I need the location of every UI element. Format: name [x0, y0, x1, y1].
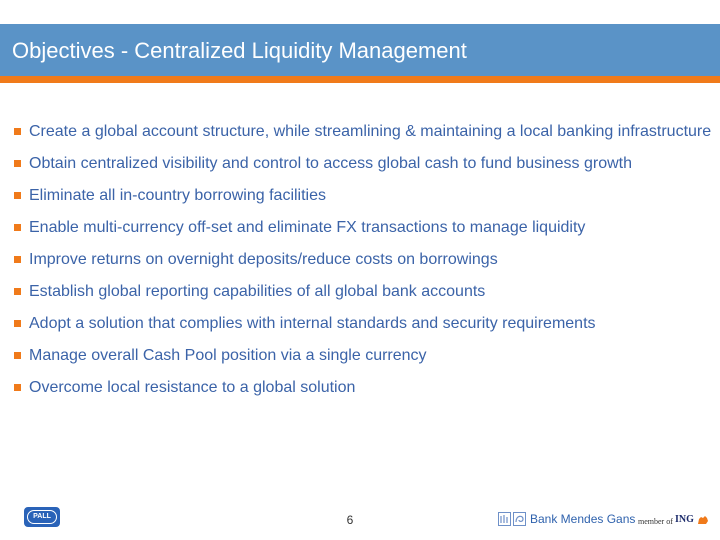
bullet-text: Enable multi-currency off-set and eliminate FX transactions to manage liquidity — [29, 219, 586, 236]
title-underline — [0, 76, 720, 83]
title-bar — [0, 24, 720, 76]
orange-square-bullet-icon — [14, 128, 21, 135]
bullet-text: Manage overall Cash Pool position via a single currency — [29, 347, 427, 364]
orange-square-bullet-icon — [14, 192, 21, 199]
slide-title: Objectives - Centralized Liquidity Management — [12, 38, 467, 63]
bullet-item — [14, 212, 714, 244]
bullet-text: Establish global reporting capabilities of all global bank accounts — [29, 283, 486, 300]
pall-logo-icon — [24, 507, 60, 527]
orange-square-bullet-icon — [14, 224, 21, 231]
bullet-item — [14, 372, 714, 404]
bullet-item — [14, 148, 714, 180]
ing-lion-icon — [697, 515, 709, 525]
bullet-text: Eliminate all in-country borrowing facilities — [29, 187, 327, 204]
orange-square-bullet-icon — [14, 256, 21, 263]
bullet-text: Improve returns on overnight deposits/reduce costs on borrowings — [29, 251, 498, 268]
orange-square-bullet-icon — [14, 384, 21, 391]
bullet-item — [14, 244, 714, 276]
objectives-list — [14, 116, 714, 404]
bullet-item — [14, 308, 714, 340]
page-number: 6 — [346, 513, 354, 527]
bullet-item — [14, 116, 714, 148]
orange-square-bullet-icon — [14, 160, 21, 167]
bullet-text: Adopt a solution that complies with internal standards and security requirements — [29, 315, 596, 332]
pall-logo-text: PALL — [27, 510, 57, 524]
bullet-text: Overcome local resistance to a global solution — [29, 379, 356, 396]
bullet-item — [14, 340, 714, 372]
bank-name: Bank Mendes Gans — [530, 512, 636, 526]
bullet-text: Create a global account structure, while streamlining & maintaining a local banking infrastructure — [29, 123, 712, 140]
orange-square-bullet-icon — [14, 320, 21, 327]
member-of-label: member of — [638, 517, 673, 526]
orange-square-bullet-icon — [14, 288, 21, 295]
orange-square-bullet-icon — [14, 352, 21, 359]
bank-mendes-gans-logo-icon — [498, 512, 526, 526]
bullet-text: Obtain centralized visibility and control to access global cash to fund business growth — [29, 155, 632, 172]
bullet-item — [14, 180, 714, 212]
bullet-item — [14, 276, 714, 308]
ing-name: ING — [675, 514, 694, 525]
